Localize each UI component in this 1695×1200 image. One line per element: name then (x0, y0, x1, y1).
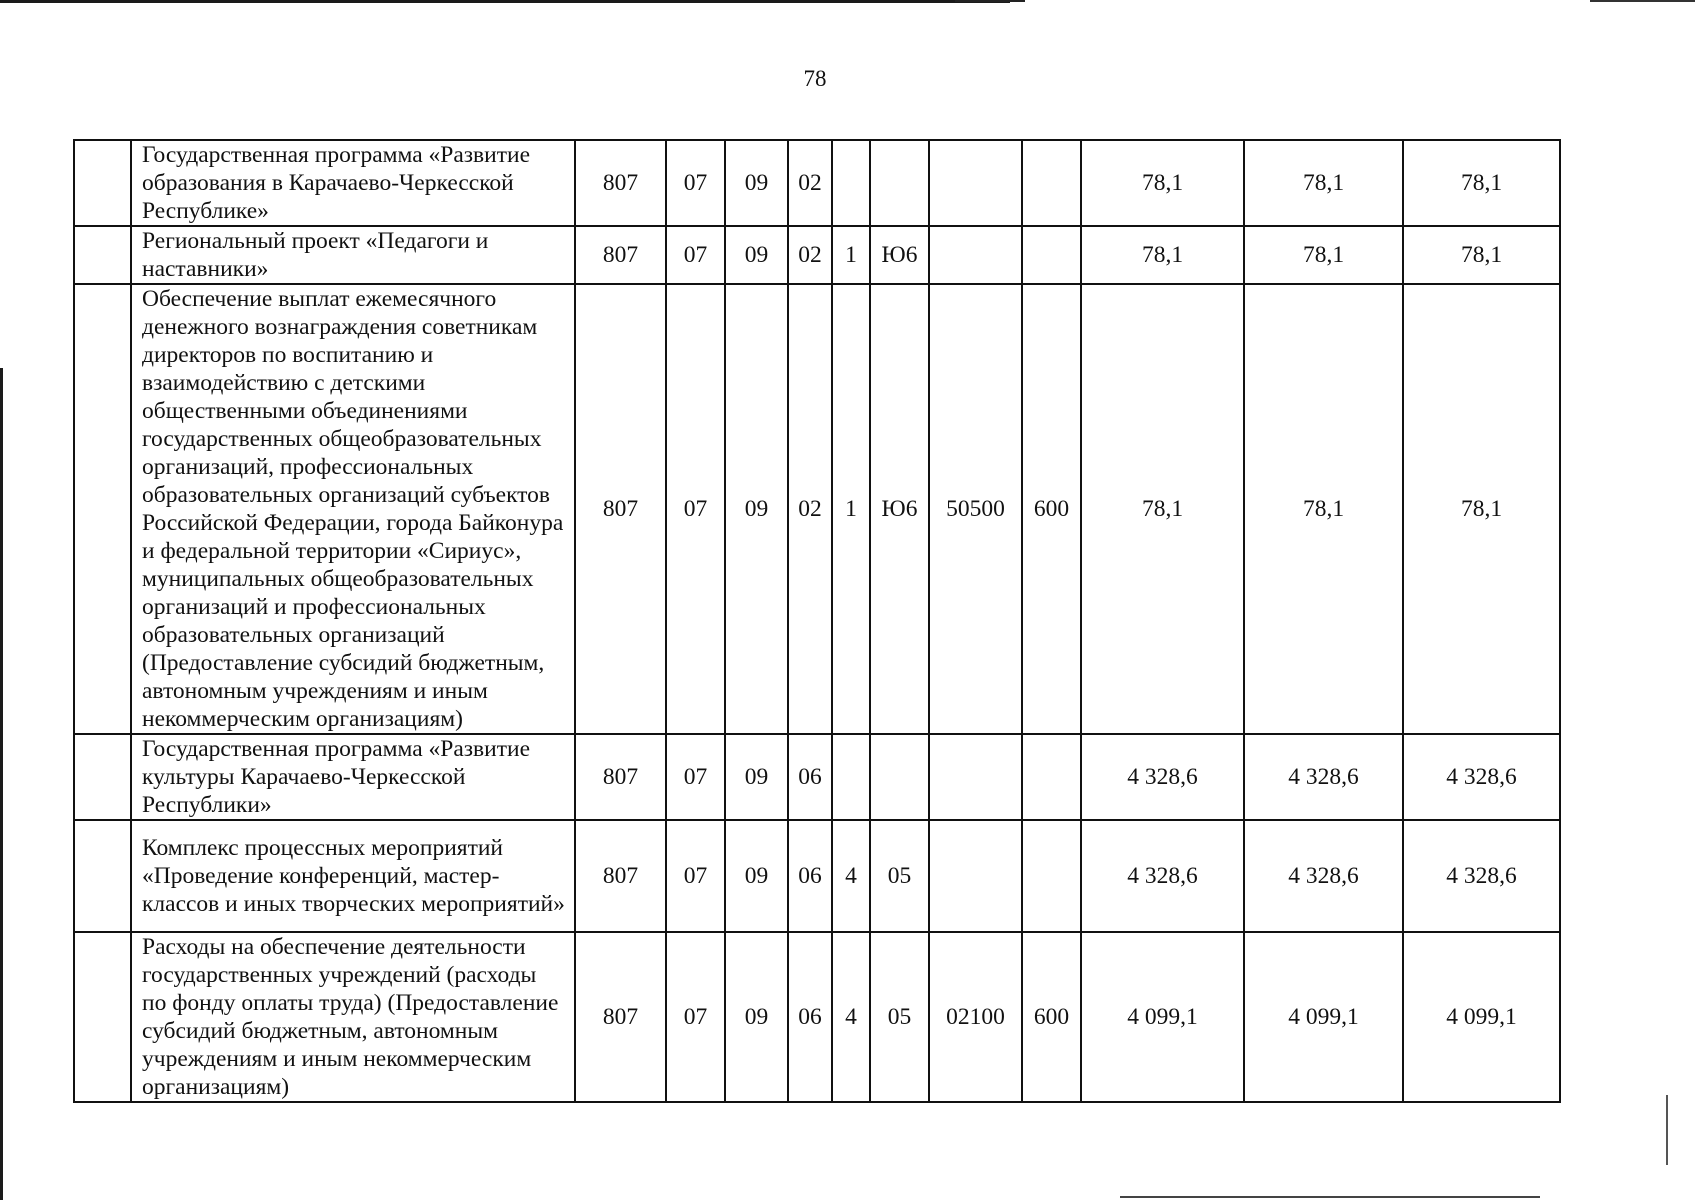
expense-type-cell: 600 (1022, 284, 1081, 734)
row-number-cell (74, 734, 131, 820)
scan-edge-left (0, 368, 3, 1200)
row-number-cell (74, 284, 131, 734)
section-code-cell: 07 (666, 734, 725, 820)
direction-code-cell (929, 140, 1022, 226)
project-code-cell: 05 (870, 932, 929, 1102)
description-cell: Государственная программа «Развитие культуры Карачаево-Черкесской Республики» (131, 734, 575, 820)
ministry-code-cell: 807 (575, 284, 666, 734)
program-code-cell: 02 (788, 284, 832, 734)
scan-edge-top (0, 0, 1010, 3)
expense-type-cell: 600 (1022, 932, 1081, 1102)
section-code-cell: 07 (666, 820, 725, 932)
budget-table (73, 139, 1561, 1103)
scan-edge-right (1666, 1095, 1668, 1165)
subprogram-code-cell: 1 (832, 226, 870, 284)
amount-cell: 78,1 (1403, 140, 1560, 226)
description-cell: Комплекс процессных мероприятий «Проведение конференций, мастер-классов и иных творческих мероприятий» (131, 820, 575, 932)
subsection-code-cell: 09 (725, 140, 788, 226)
expense-type-cell (1022, 226, 1081, 284)
program-code-cell: 06 (788, 932, 832, 1102)
section-code-cell: 07 (666, 932, 725, 1102)
description-cell: Государственная программа «Развитие образования в Карачаево-Черкесской Республике» (131, 140, 575, 226)
section-code-cell: 07 (666, 226, 725, 284)
row-number-cell (74, 140, 131, 226)
expense-type-cell (1022, 734, 1081, 820)
table-row (74, 820, 1560, 932)
amount-cell: 78,1 (1244, 284, 1403, 734)
table-row (74, 932, 1560, 1102)
row-number-cell (74, 820, 131, 932)
amount-cell: 78,1 (1403, 226, 1560, 284)
project-code-cell: 05 (870, 820, 929, 932)
subsection-code-cell: 09 (725, 734, 788, 820)
amount-cell: 4 328,6 (1403, 820, 1560, 932)
amount-cell: 78,1 (1081, 140, 1244, 226)
project-code-cell: Ю6 (870, 226, 929, 284)
amount-cell: 4 099,1 (1403, 932, 1560, 1102)
table-row (74, 140, 1560, 226)
table-row (74, 226, 1560, 284)
project-code-cell (870, 734, 929, 820)
program-code-cell: 06 (788, 734, 832, 820)
subprogram-code-cell (832, 140, 870, 226)
program-code-cell: 02 (788, 140, 832, 226)
amount-cell: 78,1 (1403, 284, 1560, 734)
row-number-cell (74, 226, 131, 284)
table-row (74, 734, 1560, 820)
amount-cell: 4 328,6 (1403, 734, 1560, 820)
amount-cell: 78,1 (1081, 284, 1244, 734)
section-code-cell: 07 (666, 284, 725, 734)
expense-type-cell (1022, 820, 1081, 932)
description-cell: Обеспечение выплат ежемесячного денежного вознаграждения советникам директоров по воспитанию и взаимодействию с детскими общественными объединениями государственных общеобразовательных организаций, профессиональных образовательных организаций субъектов Российской Федерации, города Байконура и федеральной территории «Сириус», муниципальных общеобразовательных организаций и профессиональных образовательных организаций (Предоставление субсидий бюджетным, автономным учреждениям и иным некоммерческим организациям) (131, 284, 575, 734)
amount-cell: 4 099,1 (1081, 932, 1244, 1102)
subprogram-code-cell (832, 734, 870, 820)
subsection-code-cell: 09 (725, 932, 788, 1102)
direction-code-cell (929, 226, 1022, 284)
expense-type-cell (1022, 140, 1081, 226)
subprogram-code-cell: 4 (832, 932, 870, 1102)
scan-edge-bottom (1120, 1196, 1540, 1198)
direction-code-cell (929, 734, 1022, 820)
subsection-code-cell: 09 (725, 284, 788, 734)
ministry-code-cell: 807 (575, 226, 666, 284)
ministry-code-cell: 807 (575, 932, 666, 1102)
direction-code-cell: 02100 (929, 932, 1022, 1102)
subsection-code-cell: 09 (725, 226, 788, 284)
section-code-cell: 07 (666, 140, 725, 226)
program-code-cell: 06 (788, 820, 832, 932)
subprogram-code-cell: 4 (832, 820, 870, 932)
amount-cell: 4 099,1 (1244, 932, 1403, 1102)
project-code-cell: Ю6 (870, 284, 929, 734)
direction-code-cell (929, 820, 1022, 932)
ministry-code-cell: 807 (575, 140, 666, 226)
scan-edge-top-right-fragment (1590, 0, 1695, 2)
subsection-code-cell: 09 (725, 820, 788, 932)
amount-cell: 78,1 (1244, 226, 1403, 284)
ministry-code-cell: 807 (575, 734, 666, 820)
subprogram-code-cell: 1 (832, 284, 870, 734)
amount-cell: 4 328,6 (1081, 734, 1244, 820)
amount-cell: 78,1 (1081, 226, 1244, 284)
project-code-cell (870, 140, 929, 226)
description-cell: Региональный проект «Педагоги и наставники» (131, 226, 575, 284)
program-code-cell: 02 (788, 226, 832, 284)
ministry-code-cell: 807 (575, 820, 666, 932)
amount-cell: 4 328,6 (1244, 734, 1403, 820)
amount-cell: 4 328,6 (1244, 820, 1403, 932)
direction-code-cell: 50500 (929, 284, 1022, 734)
table-row (74, 284, 1560, 734)
page-number: 78 (803, 66, 827, 91)
scan-edge-top-fragment (955, 0, 1025, 2)
amount-cell: 4 328,6 (1081, 820, 1244, 932)
amount-cell: 78,1 (1244, 140, 1403, 226)
description-cell: Расходы на обеспечение деятельности государственных учреждений (расходы по фонду оплаты труда) (Предоставление субсидий бюджетным, автономным учреждениям и иным некоммерческим организациям) (131, 932, 575, 1102)
row-number-cell (74, 932, 131, 1102)
